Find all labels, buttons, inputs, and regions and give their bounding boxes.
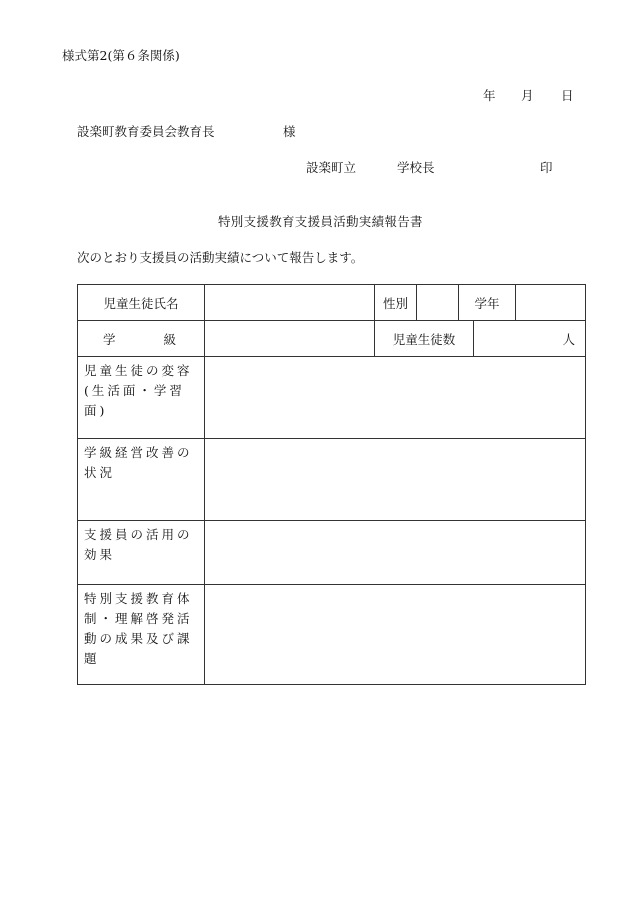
- gender-cell[interactable]: [417, 285, 459, 321]
- gender-label: 性別: [375, 285, 417, 321]
- section-cell-effect[interactable]: [205, 521, 586, 585]
- class-label: [78, 321, 205, 357]
- section-cell-change[interactable]: [205, 357, 586, 439]
- section-label-class-management: 学級経営改善の状況: [78, 439, 205, 521]
- section-row: [78, 585, 586, 685]
- student-count-cell[interactable]: [474, 321, 586, 357]
- section-row: [78, 357, 586, 439]
- school-prefix: 設楽町立: [306, 160, 357, 175]
- student-count-label: 児童生徒数: [375, 321, 474, 357]
- class-cell[interactable]: [205, 321, 375, 357]
- grade-cell[interactable]: [516, 285, 586, 321]
- date-month-label: 月: [521, 88, 534, 103]
- section-cell-class-management[interactable]: [205, 439, 586, 521]
- intro-text: 次のとおり支援員の活動実績について報告します。: [77, 250, 364, 265]
- section-row: [78, 439, 586, 521]
- section-label-effect: 支援員の活用の効果: [78, 521, 205, 585]
- student-name-label: 児童生徒氏名: [78, 285, 205, 321]
- person-unit: 人: [562, 331, 576, 347]
- addressee-honorific: 様: [283, 124, 296, 139]
- student-name-cell[interactable]: [205, 285, 375, 321]
- date-year-label: 年: [483, 88, 496, 103]
- form-number: 様式第2(第６条関係): [62, 48, 180, 63]
- student-name-row: [78, 285, 586, 321]
- report-table: [77, 284, 586, 685]
- section-row: [78, 521, 586, 585]
- class-label-char-1: 学: [103, 331, 116, 347]
- document-title: 特別支援教育支援員活動実績報告書: [218, 214, 423, 229]
- section-cell-results[interactable]: [205, 585, 586, 685]
- section-label-change: 児童生徒の変容(生活面・学習面): [78, 357, 205, 439]
- date-day-label: 日: [561, 88, 574, 103]
- section-label-results: 特別支援教育体制・理解啓発活動の成果及び課題: [78, 585, 205, 685]
- class-label-char-2: 級: [163, 331, 176, 347]
- seal-mark: 印: [540, 160, 553, 175]
- addressee: 設楽町教育委員会教育長: [77, 124, 215, 139]
- grade-label: 学年: [459, 285, 516, 321]
- class-row: [78, 321, 586, 357]
- school-principal-label: 学校長: [397, 160, 435, 175]
